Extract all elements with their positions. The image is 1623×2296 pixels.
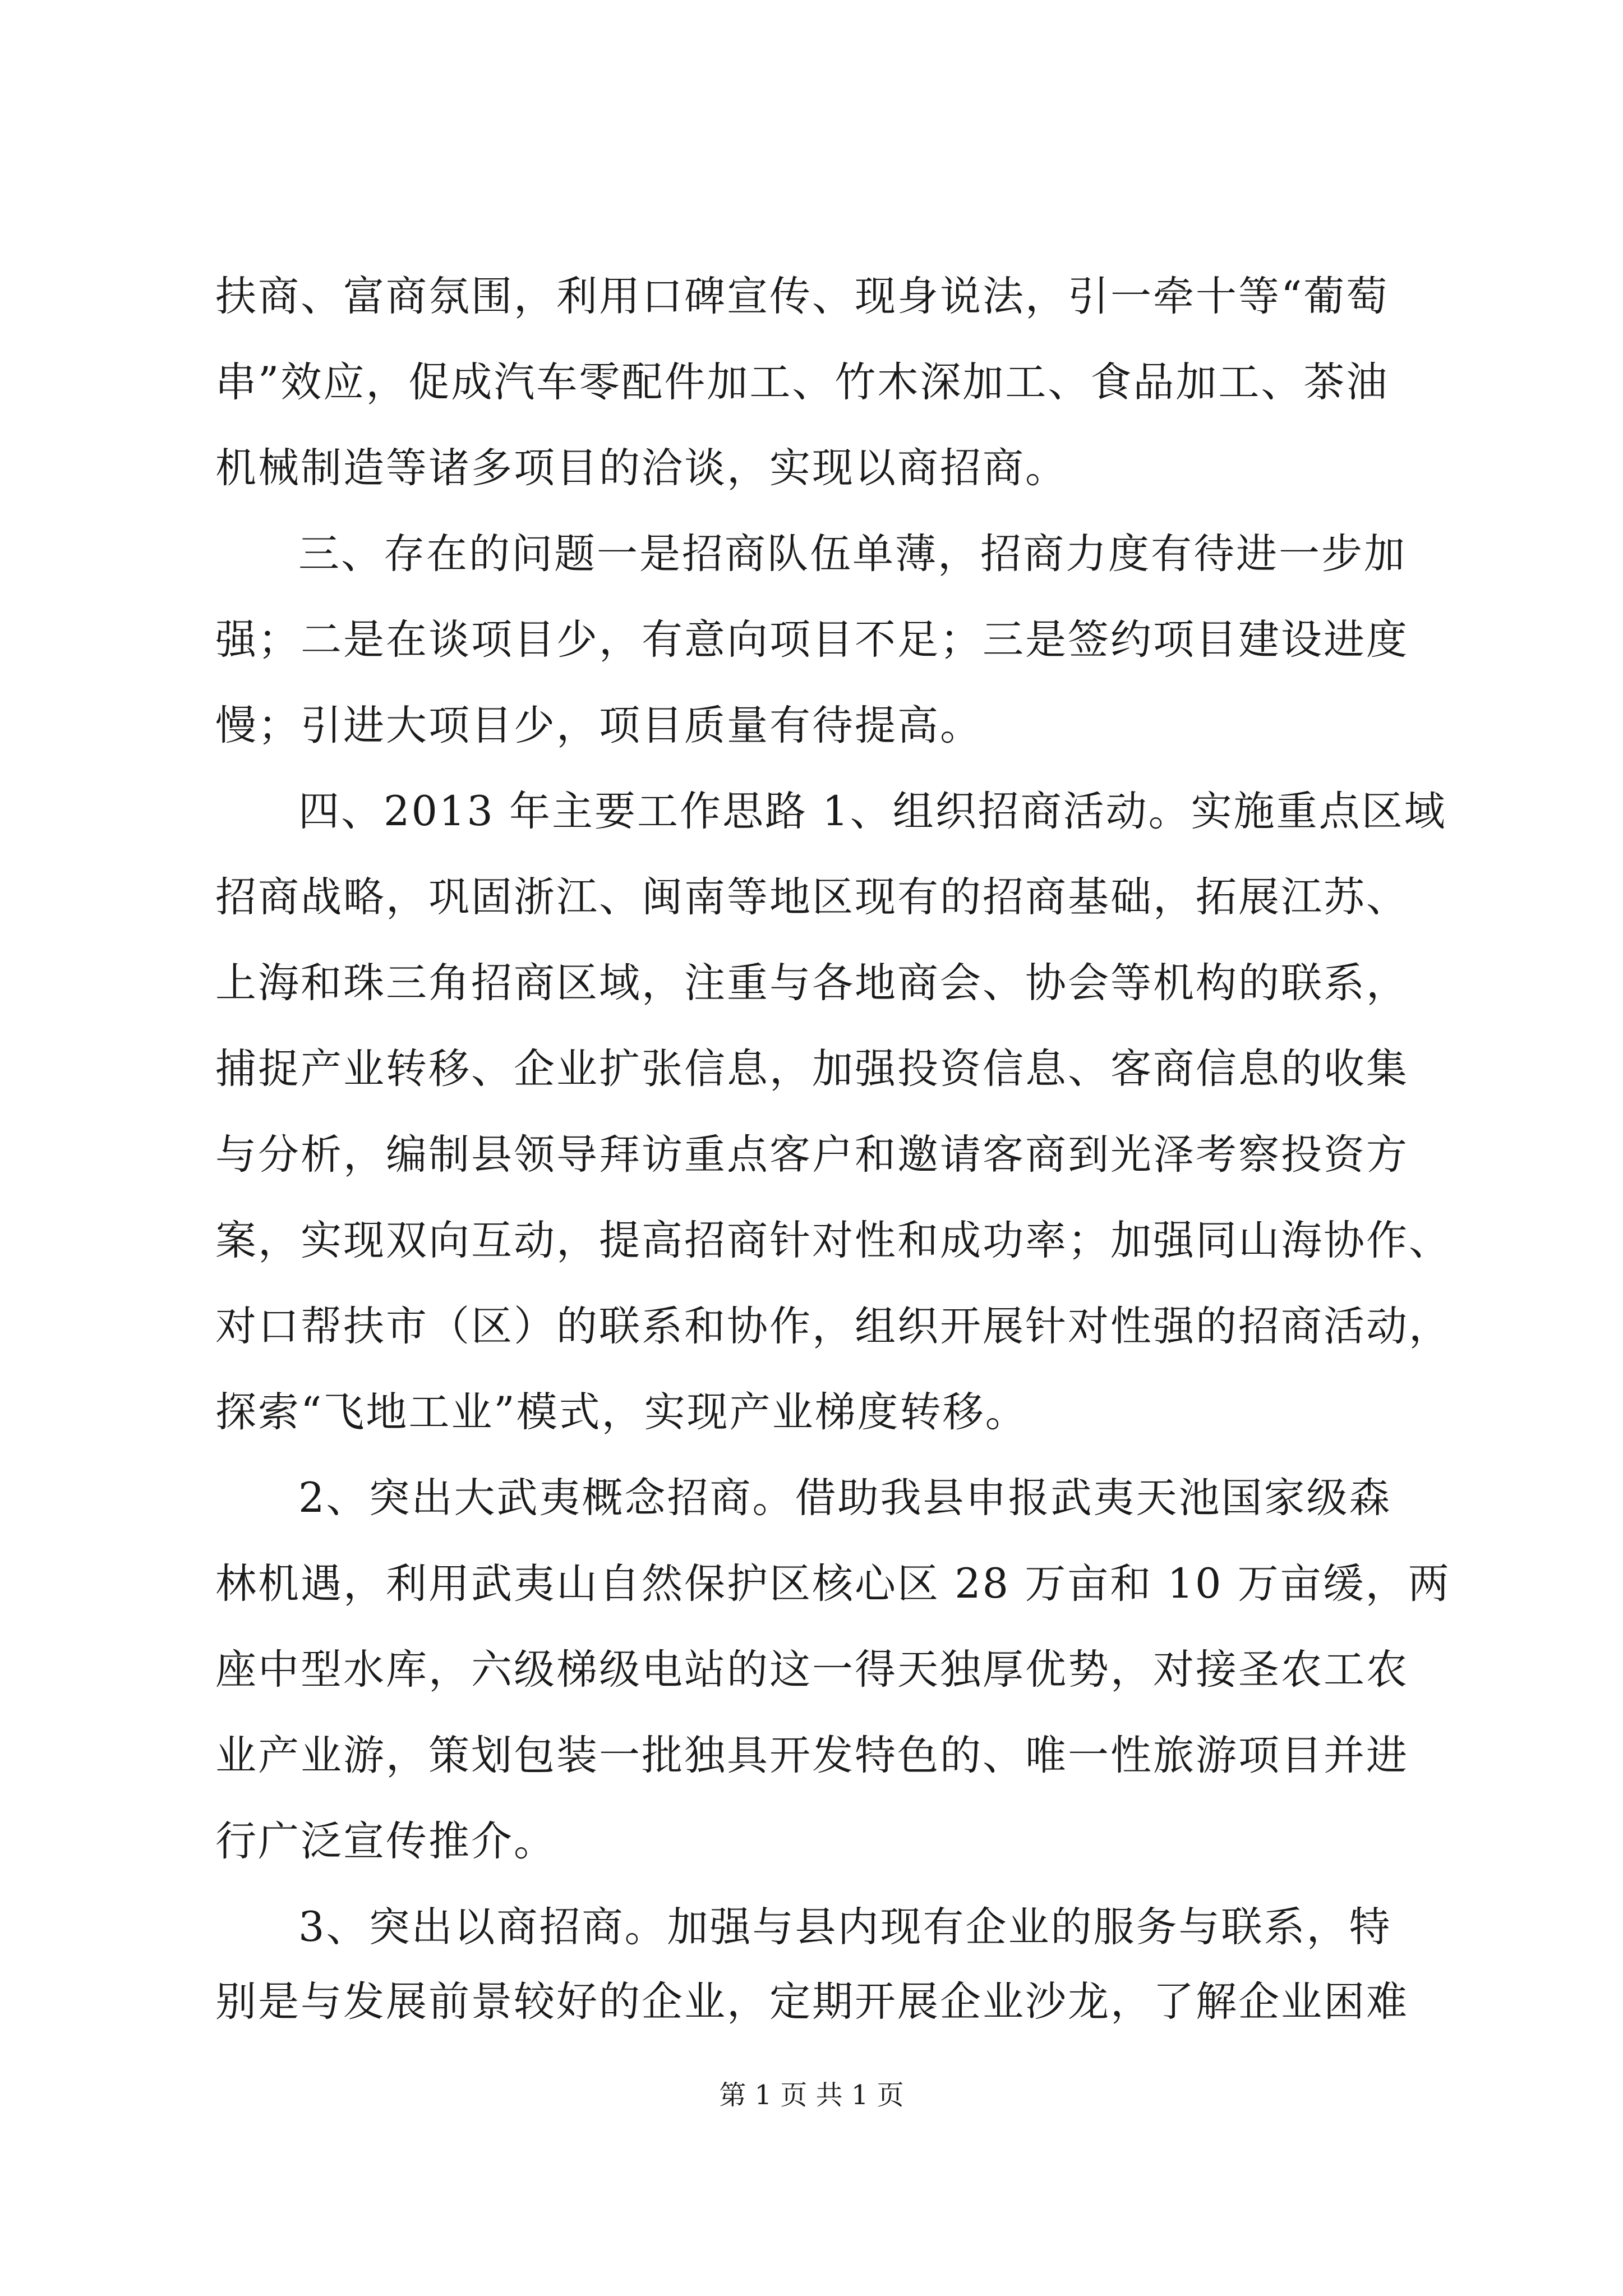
document-body bbox=[215, 266, 1451, 2033]
paragraph-start-line: 2、突出大武夷概念招商。借助我县申报武夷天池国家级森 bbox=[298, 1474, 1392, 1522]
text-line: 探索“飞地工业”模式，实现产业梯度转移。 bbox=[215, 1388, 1028, 1436]
text-line: 与分析，编制县领导拜访重点客户和邀请客商到光泽考察投资方 bbox=[215, 1131, 1409, 1179]
text-line: 强；二是在谈项目少，有意向项目不足；三是签约项目建设进度 bbox=[215, 616, 1409, 664]
paragraph-start-line: 四、2013 年主要工作思路 1、组织招商活动。实施重点区域 bbox=[298, 788, 1447, 835]
text-line: 林机遇，利用武夷山自然保护区核心区 28 万亩和 10 万亩缓，两 bbox=[215, 1560, 1451, 1608]
text-line: 案，实现双向互动，提高招商针对性和成功率；加强同山海协作、 bbox=[215, 1217, 1451, 1264]
text-line: 别是与发展前景较好的企业，定期开展企业沙龙，了解企业困难 bbox=[215, 1978, 1409, 2026]
text-line: 招商战略，巩固浙江、闽南等地区现有的招商基础，拓展江苏、 bbox=[215, 873, 1409, 921]
text-line: 行广泛宣传推介。 bbox=[215, 1818, 556, 1865]
text-line: 串”效应，促成汽车零配件加工、竹木深加工、食品加工、茶油 bbox=[215, 358, 1389, 406]
text-line: 扶商、富商氛围，利用口碑宣传、现身说法，引一牵十等“葡萄 bbox=[215, 273, 1389, 320]
text-line: 捕捉产业转移、企业扩张信息，加强投资信息、客商信息的收集 bbox=[215, 1045, 1409, 1093]
text-line: 座中型水库，六级梯级电站的这一得天独厚优势，对接圣农工农 bbox=[215, 1646, 1409, 1694]
page-footer: 第 1 页 共 1 页 bbox=[719, 2079, 904, 2111]
text-line: 上海和珠三角招商区域，注重与各地商会、协会等机构的联系， bbox=[215, 959, 1409, 1007]
text-line: 慢；引进大项目少，项目质量有待提高。 bbox=[215, 702, 983, 749]
text-line: 业产业游，策划包装一批独具开发特色的、唯一性旅游项目并进 bbox=[215, 1732, 1409, 1779]
text-line: 对口帮扶市（区）的联系和协作，组织开展针对性强的招商活动， bbox=[215, 1303, 1451, 1350]
text-line: 机械制造等诸多项目的洽谈，实现以商招商。 bbox=[215, 444, 1068, 492]
paragraph-start-line: 3、突出以商招商。加强与县内现有企业的服务与联系，特 bbox=[298, 1903, 1392, 1951]
paragraph-start-line: 三、存在的问题一是招商队伍单薄，招商力度有待进一步加 bbox=[298, 530, 1407, 578]
